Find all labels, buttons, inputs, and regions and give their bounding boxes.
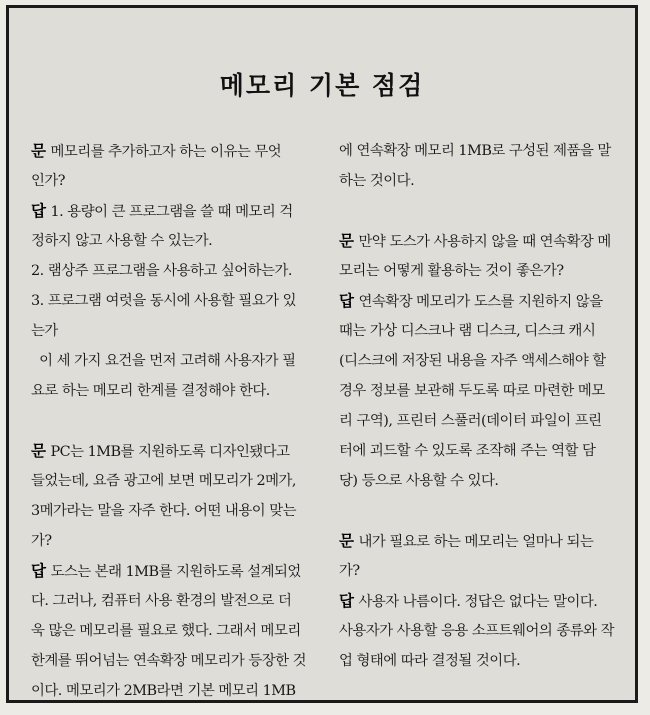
answer-4-line-3: 업 형태에 따라 결정될 것이다. (339, 653, 521, 669)
paragraph-gap (31, 406, 309, 436)
answer-3-line-1: 답 연속확장 메모리가 도스를 지원하지 않을 (339, 292, 603, 310)
answer-marker: 답 (31, 202, 46, 220)
question-4-line-1: 문 내가 필요로 하는 메모리는 얼마나 되는 (339, 532, 594, 550)
question-3-line-1: 문 만약 도스가 사용하지 않을 때 연속확장 메 (339, 232, 611, 250)
question-marker: 문 (31, 142, 46, 160)
answer-4-line-1: 답 사용자 나름이다. 정답은 없다는 말이다. (339, 592, 598, 610)
answer-2-continued-line-1: 에 연속확장 메모리 1MB로 구성된 제품을 말 (339, 143, 611, 159)
question-2-line-2: 들었는데, 요즘 광고에 보면 메모리가 2메가, (31, 473, 297, 489)
answer-3-line-2: 때는 가상 디스크나 램 디스크, 디스크 캐시 (339, 323, 596, 339)
answer-marker: 답 (339, 292, 354, 310)
answer-2-line-2: 다. 그러나, 컴퓨터 사용 환경의 발전으로 더 (31, 593, 292, 609)
answer-1-line-1: 답 1. 용량이 큰 프로그램을 쓸 때 메모리 걱 (31, 202, 293, 220)
question-1-line-2: 인가? (31, 173, 66, 189)
answer-1-line-7: 요로 하는 메모리 한계를 결정해야 한다. (31, 383, 270, 399)
answer-2-line-4: 한계를 뛰어넘는 연속확장 메모리가 등장한 것 (31, 653, 306, 669)
question-3-line-2: 모리는 어떻게 활용하는 것이 좋은가? (339, 263, 564, 279)
right-column (339, 136, 617, 676)
question-2-line-3: 3메가라는 말을 자주 한다. 어떤 내용이 맞는 (31, 503, 297, 519)
answer-3-line-3: (디스크에 저장된 내용을 자주 액세스해야 할 (339, 353, 606, 369)
answer-1-line-2: 정하지 않고 사용할 수 있는가. (31, 233, 213, 249)
article-page (6, 5, 638, 703)
answer-2-continued-line-2: 하는 것이다. (339, 173, 415, 189)
answer-marker: 답 (31, 562, 46, 580)
question-1-line-1: 문 메모리를 추가하고자 하는 이유는 무엇 (31, 142, 282, 160)
question-marker: 문 (339, 532, 354, 550)
question-4-line-2: 가? (339, 563, 360, 579)
answer-2-line-1: 답 도스는 본래 1MB를 지원하도록 설계되었 (31, 562, 301, 580)
answer-1-line-4: 3. 프로그램 여럿을 동시에 사용할 필요가 있 (31, 293, 297, 309)
article-title: 메모리 기본 점검 (219, 71, 425, 100)
answer-4-line-2: 사용자가 사용할 응용 소프트웨어의 종류와 작 (339, 623, 614, 639)
answer-3-line-4: 경우 정보를 보관해 두도록 따로 마련한 메모 (339, 383, 605, 399)
paragraph-gap (339, 496, 617, 526)
question-marker: 문 (339, 232, 354, 250)
answer-3-line-5: 리 구역), 프린터 스풀러(데이터 파일이 프린 (339, 413, 602, 429)
question-2-line-1: 문 PC는 1MB를 지원하도록 디자인됐다고 (31, 442, 290, 460)
left-column (31, 136, 309, 706)
answer-1-line-5: 는가 (31, 323, 58, 339)
answer-2-line-3: 욱 많은 메모리를 필요로 했다. 그래서 메모리 (31, 623, 301, 639)
paragraph-gap (339, 196, 617, 226)
answer-1-line-6: 이 세 가지 요건을 먼저 고려해 사용자가 필 (39, 353, 296, 369)
answer-1-line-3: 2. 램상주 프로그램을 사용하고 싶어하는가. (31, 263, 292, 279)
answer-2-line-5: 이다. 메모리가 2MB라면 기본 메모리 1MB (31, 683, 296, 699)
answer-marker: 답 (339, 592, 354, 610)
answer-3-line-7: 당) 등으로 사용할 수 있다. (339, 473, 499, 489)
question-marker: 문 (31, 442, 46, 460)
question-2-line-4: 가? (31, 533, 52, 549)
answer-3-line-6: 터에 괴드할 수 있도록 조작해 주는 역할 담 (339, 443, 596, 459)
